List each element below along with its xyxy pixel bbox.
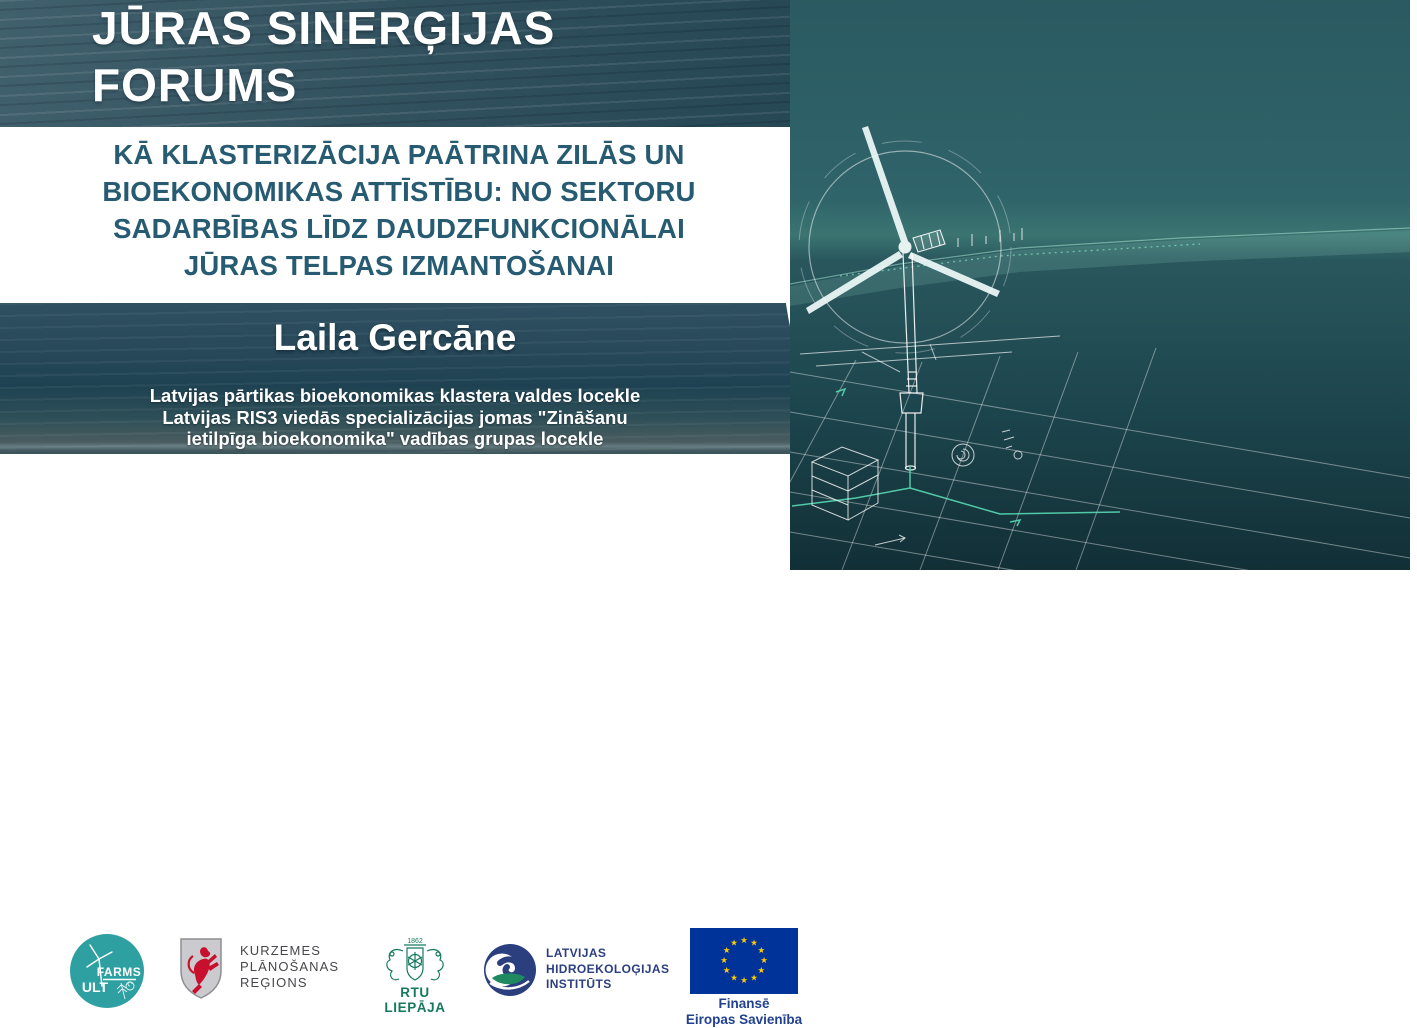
eu-funding-text bbox=[660, 996, 828, 1028]
kurzemes-text-line: PLĀNOŠANAS bbox=[240, 958, 340, 974]
svg-text:★: ★ bbox=[730, 937, 738, 948]
eu-text-line: Finansē bbox=[718, 996, 770, 1011]
talk-title-line: KĀ KLASTERIZĀCIJA PAĀTRINA ZILĀS UN bbox=[113, 139, 685, 170]
eu-flag-icon bbox=[690, 928, 798, 994]
svg-text:★: ★ bbox=[740, 975, 748, 985]
svg-text:★: ★ bbox=[740, 935, 748, 945]
svg-text:★: ★ bbox=[760, 955, 768, 965]
svg-text:★: ★ bbox=[720, 955, 728, 965]
offshore-wind-turbine-art-icon bbox=[790, 0, 1410, 570]
svg-text:★: ★ bbox=[750, 972, 758, 983]
multfarms-farms-label: FARMS bbox=[96, 965, 142, 979]
turbine-image bbox=[783, 0, 1417, 577]
hidro-text-line: LATVIJAS bbox=[546, 946, 607, 960]
kurzemes-logo-text bbox=[240, 943, 339, 990]
svg-text:★: ★ bbox=[722, 965, 731, 975]
speaker-role-line: ietilpīga bioekonomika" vadības grupas locekle bbox=[186, 428, 604, 449]
hidro-text-line: INSTITŪTS bbox=[546, 977, 612, 991]
speaker-band bbox=[0, 303, 872, 454]
multfarms-logo-icon bbox=[69, 933, 145, 1009]
rtu-logo-text: RTU LIEPĀJA bbox=[384, 985, 446, 1015]
talk-title-line: JŪRAS TELPAS IZMANTOŠANAI bbox=[183, 250, 615, 281]
svg-text:★: ★ bbox=[757, 945, 766, 955]
talk-title-line: SADARBĪBAS LĪDZ DAUDZFUNKCIONĀLAI bbox=[113, 213, 685, 244]
svg-text:★: ★ bbox=[750, 937, 758, 948]
eu-text-line: Eiropas Savienība bbox=[685, 1012, 803, 1027]
hidro-text-line: HIDROEKOLOĢIJAS bbox=[546, 961, 670, 976]
hidroekologijas-logo-text bbox=[546, 946, 669, 993]
kurzemes-text-line: REĢIONS bbox=[240, 974, 308, 990]
multfarms-ult-label: ULT bbox=[81, 979, 109, 995]
kurzemes-text-line: KURZEMES bbox=[240, 943, 322, 958]
talk-title-line: BIOEKONOMIKAS ATTĪSTĪBU: NO SEKTORU bbox=[102, 176, 696, 207]
rtu-liepaja-crest-icon bbox=[376, 935, 454, 985]
speaker-roles bbox=[0, 385, 790, 450]
speaker-role-line: Latvijas pārtikas bioekonomikas klastera valdes locekle bbox=[149, 385, 641, 406]
speaker-name: Laila Gercāne bbox=[273, 317, 517, 358]
kurzemes-coat-of-arms-icon bbox=[179, 937, 223, 1000]
forum-title-line1: JŪRAS SINERĢIJAS bbox=[92, 2, 556, 54]
forum-title-line2: FORUMS bbox=[92, 59, 298, 111]
svg-text:★: ★ bbox=[722, 945, 731, 955]
forum-title bbox=[92, 0, 555, 114]
hidroekologijas-logo-icon bbox=[484, 941, 536, 999]
speaker-role-line: Latvijas RIS3 viedās specializācijas jomas "Zināšanu bbox=[162, 406, 628, 428]
svg-text:★: ★ bbox=[757, 965, 766, 975]
rtu-year-label: 1862 bbox=[407, 938, 423, 945]
talk-title bbox=[8, 136, 790, 284]
svg-text:★: ★ bbox=[730, 972, 738, 983]
